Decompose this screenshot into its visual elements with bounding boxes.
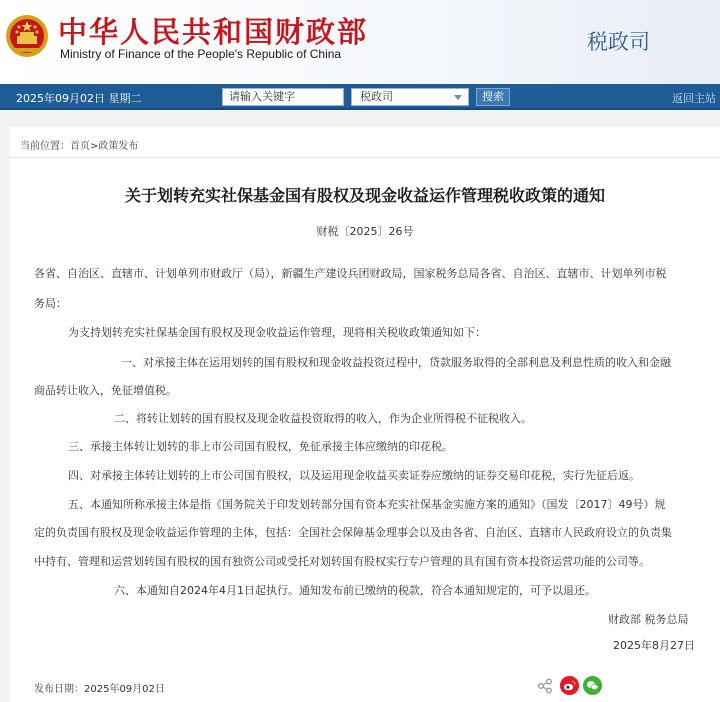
search-scope-select[interactable] [351,88,469,106]
divider [10,157,720,158]
national-emblem-icon[interactable] [4,12,50,60]
article-title: 关于划转充实社保基金国有股权及现金收益运作管理税收政策的通知 [124,186,605,205]
site-title-cn[interactable]: 中华人民共和国财政部 [58,15,369,49]
search-button[interactable]: 搜索 [476,88,510,106]
breadcrumb-home-link[interactable]: 首页 [70,141,90,152]
addressee-line-2: 务局： [34,297,67,310]
item-2: 二、将转让划转的国有股权及现金收益投资取得的收入，作为企业所得税不征税收入。 [114,412,532,425]
publish-date: 发布日期：2025年09月02日 [34,684,165,695]
weibo-share-icon[interactable] [560,676,579,695]
item-5-line-3: 中持有、管理和运营划转国有股权的国有独资公司或受托对划转国有股权实行专户管理的具有国有资本投资运营功能的公司等。 [34,555,650,568]
share-icon[interactable] [537,678,553,694]
article-card [10,127,720,702]
site-header [0,0,720,84]
document-number: 财税〔2025〕26号 [316,225,414,238]
search-input[interactable]: 请输入关键字 [222,88,344,106]
breadcrumb-separator: > [90,141,99,152]
current-date: 2025年09月02日 星期二 [16,92,142,105]
addressee-line-1: 各省、自治区、直辖市、计划单列市财政厅（局），新疆生产建设兵团财政局，国家税务总局各省、自治区、直辖市、计划单列市税 [34,267,667,280]
breadcrumb [20,137,138,152]
item-1-line-1: 一、对承接主体在运用划转的国有股权和现金收益投资过程中，贷款服务取得的全部利息及利息性质的收入和金融 [121,356,671,369]
item-5-line-2: 定的负责国有股权及现金收益运作管理的主体，包括：全国社会保障基金理事会以及由各省、自治区、直辖市人民政府设立的负责集 [34,526,672,539]
item-5-line-1: 五、本通知所称承接主体是指《国务院关于印发划转部分国有资本充实社保基金实施方案的通知》（国发〔2017〕49号）规 [68,498,666,511]
wechat-share-icon[interactable] [583,676,602,695]
item-3: 三、承接主体转让划转的非上市公司国有股权，免征承接主体应缴纳的印花税。 [68,440,453,453]
search-scope-value: 税政司 [360,90,393,103]
site-title-en: Ministry of Finance of the People's Republic of China [60,47,342,61]
intro-paragraph: 为支持划转充实社保基金国有股权及现金收益运作管理，现将相关税收政策通知如下： [68,326,486,339]
signature: 财政部 税务总局 [608,613,689,626]
breadcrumb-section-link[interactable]: 政策发布 [98,141,139,152]
return-home-link[interactable]: 返回主站 [672,92,716,105]
item-4: 四、对承接主体转让划转的上市公司国有股权，以及运用现金收益买卖证券应缴纳的证券交易印花税，实行先征后返。 [68,469,640,482]
chevron-down-icon [454,95,462,100]
item-1-line-2: 商品转让收入，免征增值税。 [34,384,177,397]
breadcrumb-label: 当前位置： [20,141,70,152]
department-name: 税政司 [587,30,650,54]
signature-date: 2025年8月27日 [613,639,695,652]
item-6: 六、本通知自2024年4月1日起执行。通知发布前已缴纳的税款，符合本通知规定的，可予以退还。 [114,584,596,597]
navigation-bar [0,84,720,110]
